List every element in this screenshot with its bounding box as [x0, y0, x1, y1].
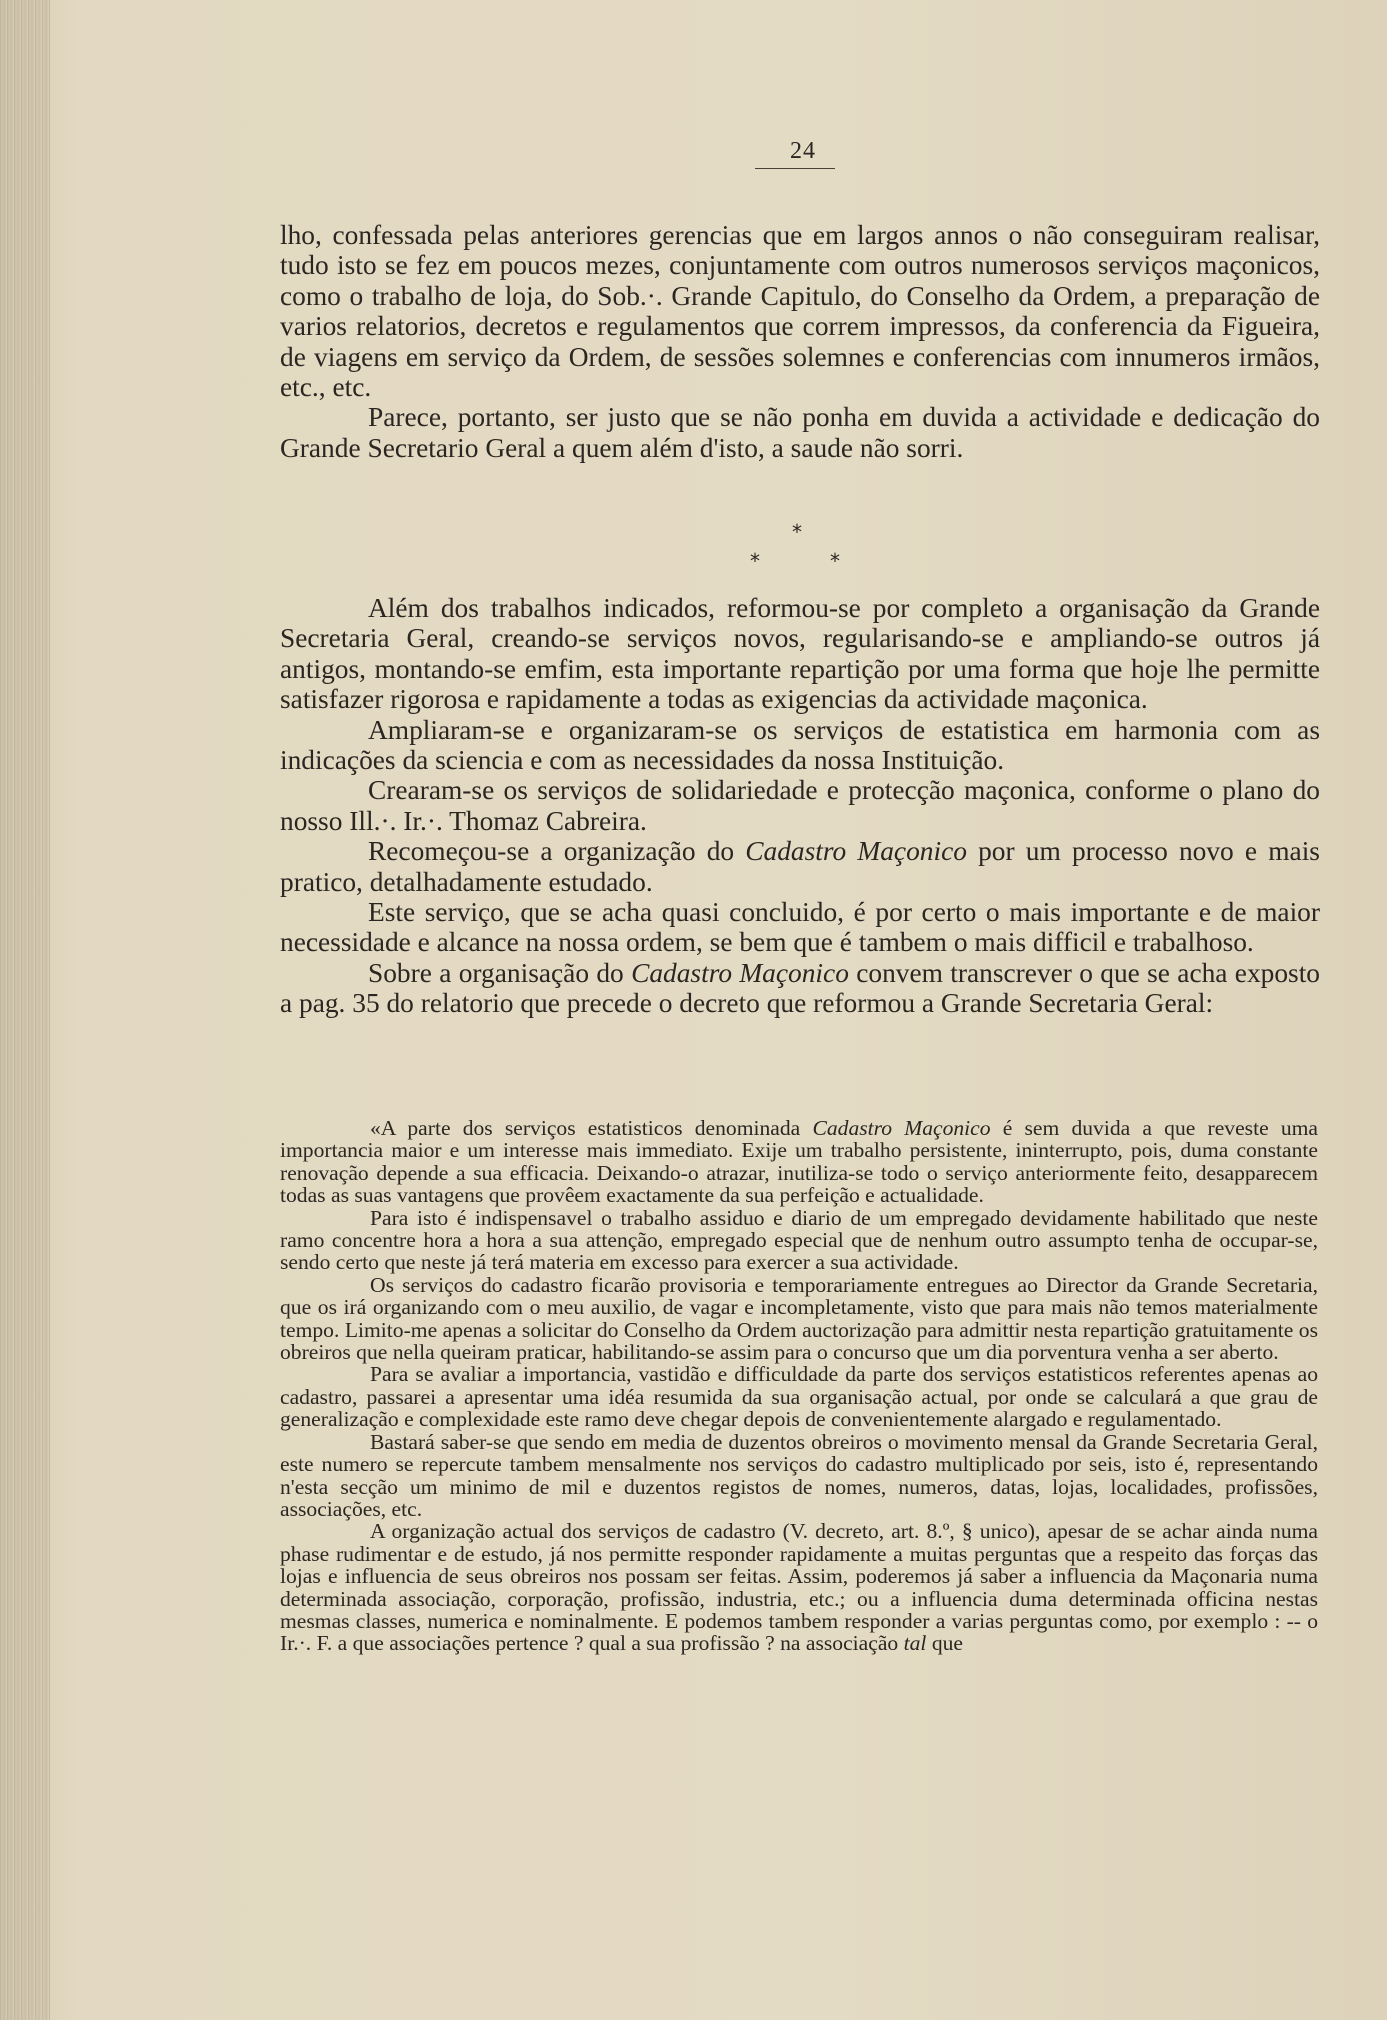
paragraph: Crearam-se os serviços de solidariedade e protecção maçonica, conforme o plano do nosso Ill.·. Ir.·. Thomaz Cabreira. — [280, 775, 1320, 836]
paragraph-continuation: lho, confessada pelas anteriores gerencias que em largos annos o não conseguiram realisar, tudo isto se fez em poucos mezes, conjuntamente com outros numerosos serviços maçonicos, como o trabalho de loja, do Sob.·. Grande Capitulo, do Conselho da Ordem, a preparação de varios relatorios, decretos e regulamentos que correm impressos, da conferencia da Figueira, de viagens em serviço da Ordem, de sessões solemnes e conferencias com innumeros irmãos, etc., etc. — [280, 220, 1320, 403]
paragraph: Ampliaram-se e organizaram-se os serviços de estatistica em harmonia com as indicações da sciencia e com as necessidades da nossa Instituição. — [280, 714, 1320, 776]
section-2 — [280, 593, 1320, 1019]
italic-title: Cadastro Maçonico — [812, 1116, 991, 1140]
text-run: por um processo novo e mais pratico, detalhadamente estudado. — [280, 836, 1320, 897]
quote-paragraph — [280, 1117, 1318, 1207]
text-run: é sem duvida a que reveste uma importancia maior e um interesse mais immediato. Exije um trabalho persistente, ininterrupto, pois, duma constante renovação depende a sua efficacia. Deixando-o atrazar, inutiliza-se todo o serviço anteriormente feito, desapparecem todas as suas vantagens que provêem exactamente da sua perfeição e actualidade. — [280, 1116, 1319, 1208]
paragraph: Este serviço, que se acha quasi concluido, é por certo o mais importante e de maior necessidade e alcance na nossa ordem, se bem que é tambem o mais difficil e trabalhoso. — [280, 897, 1320, 958]
quote-paragraph: Para isto é indispensavel o trabalho assiduo e diario de um empregado devidamente habilitado que neste ramo concentre hora a hora a sua attenção, empregado especial que de nenhum outro assumpto tenha de occupar-se, sendo certo que neste já terá materia em excesso para exercer a sua actividade. — [280, 1205, 1318, 1275]
italic-word: tal — [903, 1631, 927, 1656]
quote-paragraph — [280, 1520, 1318, 1654]
text-run: Sobre a organisação do — [368, 957, 632, 988]
text-run: convem transcrever o que se acha exposto a pag. 35 do relatorio que precede o decreto que reformou a Grande Secretaria Geral: — [280, 957, 1320, 1019]
asterism-divider — [750, 520, 860, 580]
quote-paragraph: Bastará saber-se que sendo em media de duzentos obreiros o movimento mensal da Grande Secretaria Geral, este numero se repercute tambem mensalmente nos serviços do cadastro multiplicado por seis, isto é, representando n'esta secção um minimo de mil e duzentos registos de nomes, numeros, datas, lojas, localidades, profissões, associações, etc. — [280, 1429, 1318, 1521]
quote-paragraph: Os serviços do cadastro ficarão provisoria e temporariamente entregues ao Director da Grande Secretaria, que os irá organizando com o meu auxilio, de vagar e incompletamente, visto que para mais não temos materialmente tempo. Limito-me apenas a solicitar do Conselho da Ordem auctorização para admittir nesta repartição gratuitamente os obreiros que nella queiram praticar, habilitando-se assim para o concurso que um dia porventura venha a ser aberto. — [280, 1272, 1318, 1365]
page-number: 24 — [790, 138, 816, 164]
page-number-rule — [755, 168, 835, 169]
italic-title: Cadastro Maçonico — [745, 836, 967, 867]
block-quotation — [280, 1117, 1318, 1655]
paragraph — [280, 958, 1320, 1019]
italic-title: Cadastro Maçonico — [631, 957, 849, 988]
asterism-star: * — [750, 549, 760, 573]
quote-paragraph: Para se avaliar a importancia, vastidão e difficuldade da parte dos serviços estatisticos referentes apenas ao cadastro, passarei a apresentar uma idéa resumida da sua organisação actual, por onde se calculará a que grau de generalização e complexidade este ramo deve chegar depois de convenientemente alargado e regulamentado. — [280, 1362, 1318, 1432]
asterism-star: * — [792, 520, 802, 544]
asterism-star: * — [830, 549, 840, 573]
section-1 — [280, 220, 1320, 463]
paragraph: Além dos trabalhos indicados, reformou-se por completo a organisação da Grande Secretaria Geral, creando-se serviços novos, regularisando-se e ampliando-se outros já antigos, montando-se emfim, esta importante repartição por uma forma que hoje lhe permitte satisfazer rigorosa e rapidamente a todas as exigencias da actividade maçonica. — [280, 593, 1320, 715]
text-run: Recomeçou-se a organização do — [368, 836, 746, 867]
paragraph — [280, 836, 1320, 897]
book-gutter — [0, 0, 50, 2020]
text-run: «A parte dos serviços estatisticos denominada — [370, 1116, 813, 1140]
paragraph: Parece, portanto, ser justo que se não ponha em duvida a actividade e dedicação do Grande Secretario Geral a quem além d'isto, a saude não sorri. — [280, 402, 1320, 463]
text-run: que — [926, 1631, 963, 1656]
text-run: A organização actual dos serviços de cadastro (V. decreto, art. 8.º, § unico), apesar de se achar ainda numa phase rudimentar e de estudo, já nos permitte responder rapidamente a muitas perguntas que a respeito das forças das lojas e influencia de seus obreiros nos possam ser feitas. Assim, poderemos já saber a influencia da Maçonaria numa determinada associação, corporação, profissão, industria, etc.; ou a influencia duma determinada officina nestas mesmas classes, numerica e nominalmente. E podemos tambem responder a varias perguntas como, por exemplo : -- o Ir.·. F. a que associações pertence ? qual a sua profissão ? na associação — [280, 1519, 1318, 1656]
